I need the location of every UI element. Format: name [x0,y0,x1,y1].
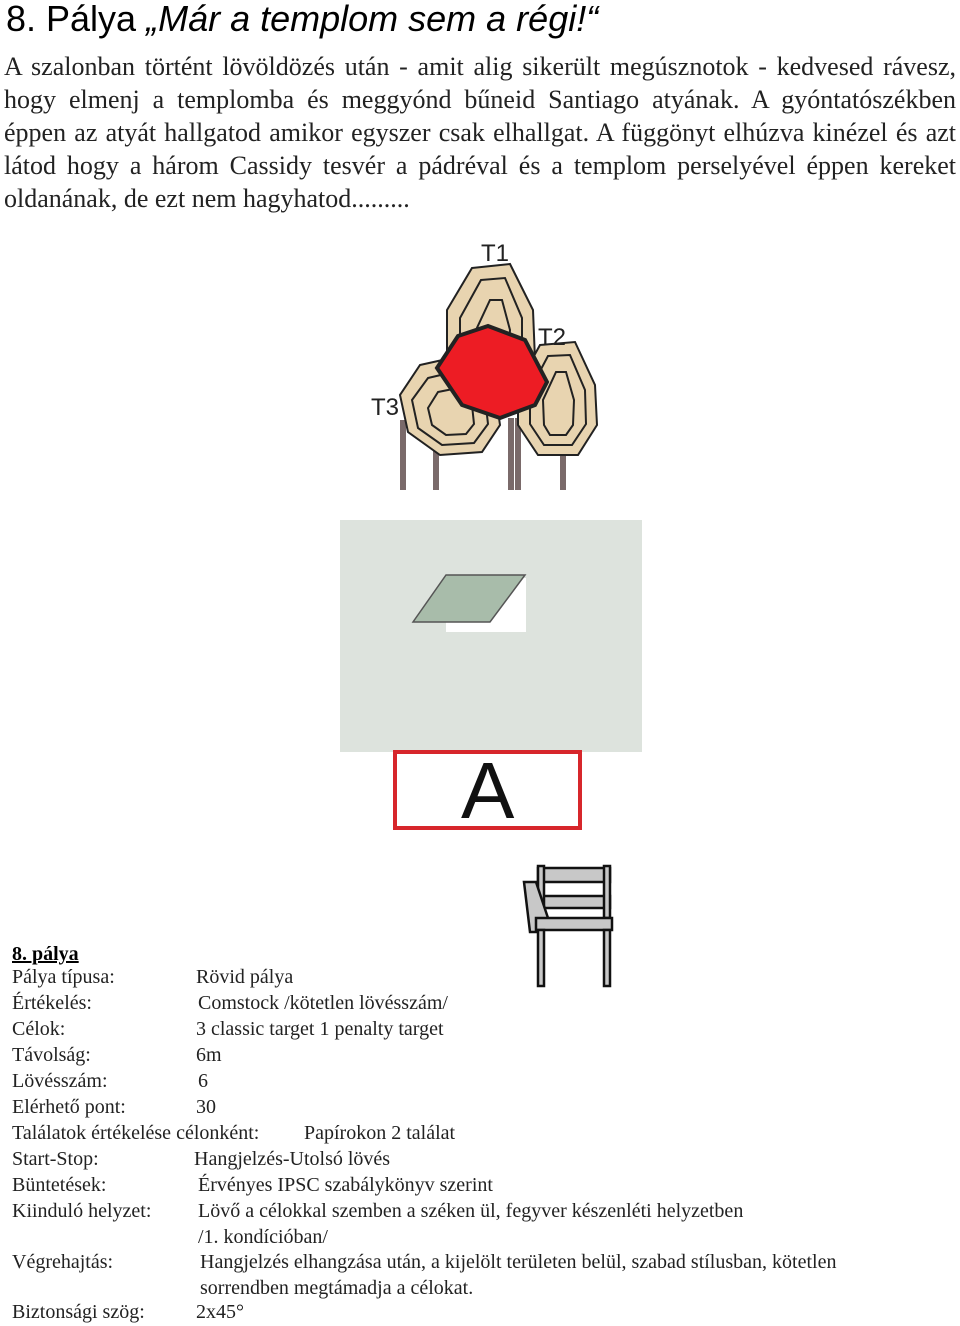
info-value: Hangjelzés-Utolsó lövés [194,1148,391,1170]
info-value: 30 [196,1096,216,1118]
info-row [12,1044,222,1067]
info-row [12,1251,837,1299]
info-label: Biztonsági szög: [12,1301,145,1323]
info-value: 3 classic target 1 penalty target [196,1018,444,1040]
info-row [12,1018,444,1041]
info-label: Célok: [12,1018,66,1040]
info-label: Büntetések: [12,1174,107,1196]
info-heading: 8. pálya [12,943,79,965]
info-label: Végrehajtás: [12,1251,114,1273]
info-row [12,966,294,989]
title-prefix: 8. Pálya [6,0,147,39]
info-value: 2x45° [196,1301,244,1323]
info-label: Értékelés: [12,992,92,1014]
start-box-label: A [461,746,515,835]
info-row [12,1174,493,1197]
info-value: Rövid pálya [196,966,294,988]
info-value: 6m [196,1044,222,1066]
info-value: Papírokon 2 találat [304,1122,456,1144]
info-label: Távolság: [12,1044,91,1066]
target-label-t1: T1 [481,240,510,267]
info-value: Hangjelzés elhangzása után, a kijelölt területen belül, szabad stílusban, kötetlen [200,1251,837,1273]
info-label: Kiinduló helyzet: [12,1200,152,1222]
info-value-continued: sorrendben megtámadja a célokat. [200,1277,474,1299]
shooting-area [340,520,642,752]
target-label-t3: T3 [371,394,400,421]
info-label: Találatok értékelése célonként: [12,1122,260,1144]
info-label: Start-Stop: [12,1148,99,1170]
info-value-continued: /1. kondícióban/ [198,1226,328,1248]
info-row [12,992,448,1015]
info-value: Érvényes IPSC szabálykönyv szerint [198,1174,493,1196]
title-name: „Már a templom sem a régi!“ [146,0,599,39]
info-value: Lövő a célokkal szemben a széken ül, fegyver készenléti helyzetben [198,1200,744,1222]
info-row [12,1070,208,1093]
info-row [12,1148,391,1171]
info-label: Pálya típusa: [12,966,115,988]
intro-paragraph: A szalonban történt lövöldözés után - amit alig sikerült megúsznotok - kedvesed rávesz, hogy elmenj a templomba és meggyónd bűneid Santiago atyának. A gyóntatószékben éppen az atyát hallgatod amikor egyszer csak elhallgat. A függönyt elhúzva kinézel és azt látod hogy a három Cassidy tesvér a pádréval és a templom perselyével éppen kereket oldanának, de ezt nem hagyhatod......... [4,52,956,213]
info-label: Lövésszám: [12,1070,108,1092]
chair-icon [524,866,612,986]
info-value: 6 [198,1070,208,1092]
target-label-t2: T2 [538,324,567,351]
info-row [12,1122,456,1145]
info-value: Comstock /kötetlen lövésszám/ [198,992,448,1014]
info-row [12,1096,216,1119]
info-row [12,1301,244,1324]
info-row [12,1200,744,1248]
info-label: Elérhető pont: [12,1096,126,1118]
